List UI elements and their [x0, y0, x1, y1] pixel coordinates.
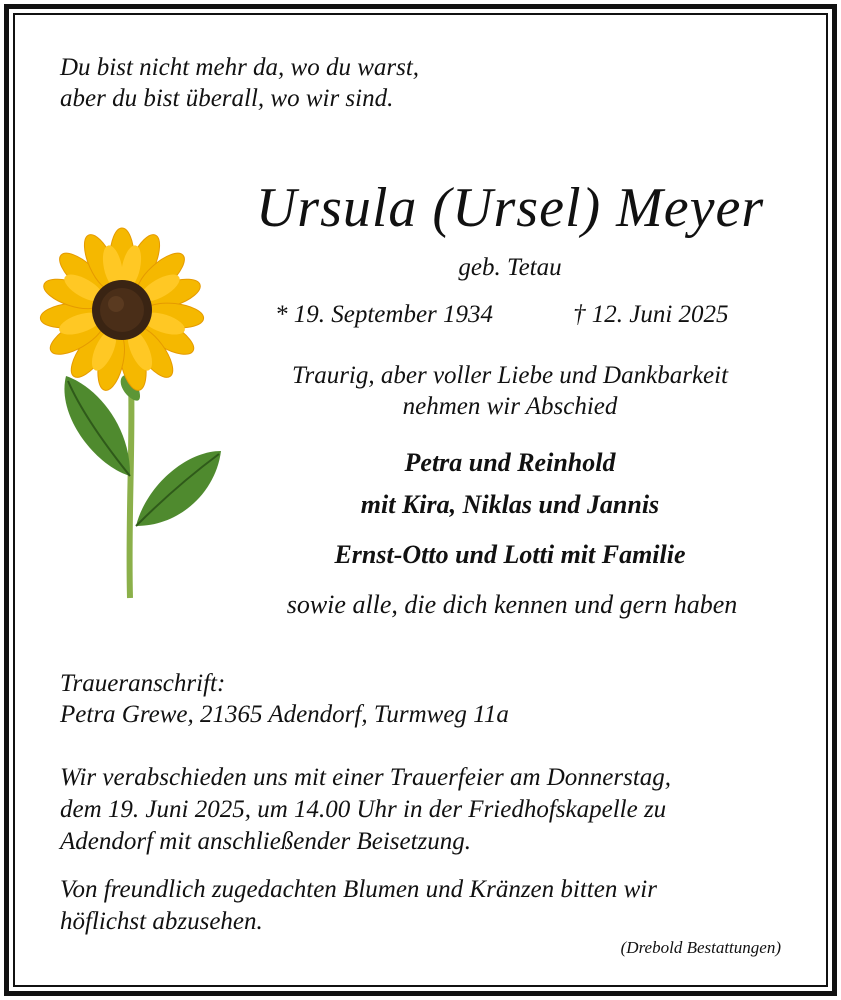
- flowers-note: [60, 874, 657, 938]
- quote-text: [60, 52, 419, 114]
- ceremony-line-3: Adendorf mit anschließender Beisetzung.: [60, 828, 472, 855]
- deceased-name: Ursula (Ursel) Meyer: [255, 177, 765, 239]
- quote-line-1: Du bist nicht mehr da, wo du warst,: [60, 54, 420, 81]
- address-value: Petra Grewe, 21365 Adendorf, Turmweg 11a: [60, 701, 509, 728]
- ceremony-line-1: Wir verabschieden uns mit einer Trauerfeier am Donnerstag,: [60, 764, 672, 791]
- birth-date: * 19. September 1934: [275, 301, 494, 328]
- flowers-line-2: höflichst abzusehen.: [60, 908, 263, 935]
- intro-line-2: nehmen wir Abschied: [402, 393, 618, 420]
- mourning-address: [60, 668, 509, 730]
- intro-line-1: Traurig, aber voller Liebe und Dankbarkeit: [291, 362, 729, 389]
- death-date: † 12. Juni 2025: [573, 301, 729, 328]
- undertaker-credit: (Drebold Bestattungen): [620, 938, 781, 957]
- ceremony-text: [60, 762, 671, 858]
- family-line-2: mit Kira, Niklas und Jannis: [360, 490, 660, 519]
- ceremony-line-2: dem 19. Juni 2025, um 14.00 Uhr in der Friedhofskapelle zu: [60, 796, 667, 823]
- family-line-1: Petra und Reinhold: [404, 448, 616, 477]
- family-line-3: Ernst-Otto und Lotti mit Familie: [334, 540, 686, 569]
- maiden-name: geb. Tetau: [458, 254, 562, 281]
- address-label: Traueranschrift:: [60, 670, 226, 697]
- others-line: sowie alle, die dich kennen und gern haben: [286, 590, 738, 619]
- quote-line-2: aber du bist überall, wo wir sind.: [60, 85, 394, 112]
- intro-text: [240, 360, 780, 422]
- sunflower-image: [36, 226, 226, 606]
- flowers-line-1: Von freundlich zugedachten Blumen und Kränzen bitten wir: [60, 876, 657, 903]
